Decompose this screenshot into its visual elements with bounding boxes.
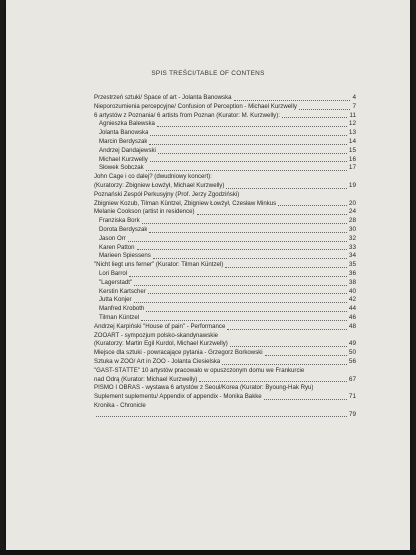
toc-entry-title: PISMO I OBRAS - wystawa 6 artystów z Seoul/Korea (Kurator: Byoung-Hak Ryu) xyxy=(94,384,314,392)
toc-entry xyxy=(94,226,356,235)
toc-entry-page: 33 xyxy=(348,243,356,251)
toc-entry-title: Kronika - Chronicle xyxy=(94,401,146,409)
toc-entry-page: 44 xyxy=(348,305,356,313)
toc-entry-page: 71 xyxy=(348,393,356,401)
toc-entry xyxy=(94,270,356,279)
toc-entry-title: Poznański Zespół Perkusyjny (Prof. Jerzy Zgodziński) xyxy=(94,190,240,198)
toc-leader-dots xyxy=(134,285,347,286)
toc-entry-title: Marcin Berdyszak xyxy=(99,137,148,145)
toc-entry-page: 35 xyxy=(348,261,356,269)
toc-leader-dots xyxy=(264,399,347,400)
toc-entry-title: John Cage i co dalej? (dwudniowy koncert): xyxy=(94,173,212,181)
toc-entry-page: 16 xyxy=(348,155,356,163)
toc-leader-dots xyxy=(146,170,347,171)
table-of-contents xyxy=(94,94,356,419)
toc-entry-page: 28 xyxy=(348,217,356,225)
toc-entry-title: Dorota Berdyszak xyxy=(99,225,148,233)
toc-leader-dots xyxy=(153,258,347,259)
toc-entry-title: Przestrzeń sztuki/ Space of art - Jolanta Banowska xyxy=(94,94,232,101)
toc-entry xyxy=(94,358,356,367)
toc-entry-title: (Kuratorzy: Zbigniew Łowżył, Michael Kurzwelly) xyxy=(94,181,225,189)
toc-entry-page: 4 xyxy=(352,94,356,101)
toc-entry-page: 49 xyxy=(348,340,356,348)
toc-entry xyxy=(94,367,356,376)
toc-entry-title: Melanie Cookson (artist in residence) xyxy=(94,208,195,216)
toc-entry xyxy=(94,402,356,411)
toc-leader-dots xyxy=(226,188,347,189)
toc-leader-dots xyxy=(128,241,347,242)
toc-entry-page: 38 xyxy=(348,278,356,286)
toc-entry-page: 19 xyxy=(348,181,356,189)
toc-entry-page: 7 xyxy=(352,102,356,110)
toc-leader-dots xyxy=(148,293,347,294)
toc-entry xyxy=(94,288,356,297)
toc-entry xyxy=(94,191,356,200)
toc-entry-page: 56 xyxy=(348,357,356,365)
toc-entry-page: 17 xyxy=(348,164,356,172)
toc-entry-title: Manfred Kroboth xyxy=(99,305,145,313)
toc-leader-dots xyxy=(134,302,347,303)
toc-entry-title: Marieen Spiessens xyxy=(99,252,151,260)
toc-entry xyxy=(94,173,356,182)
toc-entry xyxy=(94,164,356,173)
toc-entry xyxy=(94,393,356,402)
page-bottom-edge xyxy=(0,550,416,555)
toc-entry-page: 42 xyxy=(348,296,356,304)
toc-leader-dots xyxy=(146,311,346,312)
toc-entry xyxy=(94,156,356,165)
toc-entry-title: Kerstin Kartscher xyxy=(99,287,146,295)
toc-entry-page: 46 xyxy=(348,313,356,321)
toc-entry xyxy=(94,411,356,420)
toc-leader-dots xyxy=(141,320,347,321)
toc-entry xyxy=(94,112,356,121)
toc-entry-title: Lori Barrol xyxy=(99,269,128,277)
toc-entry xyxy=(94,200,356,209)
toc-entry-title: Franziska Bork xyxy=(99,217,140,225)
toc-entry-title: 6 artystów z Poznania/ 6 artists from Poznan (Kurator: M. Kurzwelly): xyxy=(94,111,280,119)
toc-leader-dots xyxy=(278,205,347,206)
toc-entry-page: 30 xyxy=(348,225,356,233)
toc-entry xyxy=(94,103,356,112)
toc-entry-page: 15 xyxy=(348,146,356,154)
toc-entry xyxy=(94,235,356,244)
page-title: SPIS TREŚCI/TABLE OF CONTENS xyxy=(151,70,265,77)
toc-entry-page: 50 xyxy=(348,349,356,357)
toc-entry-page: 11 xyxy=(349,111,356,119)
toc-entry-page: 20 xyxy=(348,199,356,207)
toc-leader-dots xyxy=(265,355,347,356)
toc-entry-title: Zbigniew Kozub, Tilman Küntzel, Zbigniew Łowżył, Czesław Minkus xyxy=(94,199,277,207)
toc-entry-title: Miejsce dla sztuki - powracające pytania - Grzegorz Borkowski xyxy=(94,349,263,357)
toc-entry xyxy=(94,323,356,332)
toc-entry xyxy=(94,138,356,147)
toc-leader-dots xyxy=(282,117,347,118)
toc-entry-title: Andrzej Dandajewski xyxy=(99,146,156,154)
toc-leader-dots xyxy=(199,381,347,382)
toc-entry xyxy=(94,252,356,261)
toc-leader-dots xyxy=(149,144,346,145)
toc-entry-title: Tilman Küntzel xyxy=(99,313,140,321)
toc-leader-dots xyxy=(222,364,347,365)
toc-entry-title: Suplement suplementu/ Appendix of appendix - Monika Bakke xyxy=(94,393,262,401)
toc-entry-title: Sztuka w ZOO/ Art in ZOO - Jolanta Ciesielska xyxy=(94,357,221,365)
toc-entry xyxy=(94,296,356,305)
toc-entry xyxy=(94,261,356,270)
toc-entry-title: Agnieszka Balewska xyxy=(99,120,155,128)
document-page xyxy=(6,0,410,550)
toc-entry-page: 48 xyxy=(348,322,356,330)
toc-entry-title: Karen Patton xyxy=(99,243,135,251)
toc-leader-dots xyxy=(129,276,347,277)
toc-entry xyxy=(94,279,356,288)
toc-entry-page: 13 xyxy=(348,129,356,137)
toc-entry-title: (Kuratorzy: Martin Egil Kurdol, Michael Kurzwelly) xyxy=(94,340,228,348)
toc-entry-title: "GAST-STÄTTE" 10 artystów pracowało w opuszczonym domu we Frankurcie xyxy=(94,366,305,374)
toc-entry-page: 36 xyxy=(348,269,356,277)
toc-entry-title: Słowek Sobczak xyxy=(99,164,144,172)
toc-entry-page: 12 xyxy=(348,120,356,128)
toc-entry xyxy=(94,208,356,217)
toc-entry-title: Jolanta Banowska xyxy=(99,129,149,137)
toc-entry-title: Andrzej Karpiński "House of pain" - Performance xyxy=(94,322,226,330)
toc-entry-title: Jutta Konjer xyxy=(99,296,132,304)
toc-entry xyxy=(94,94,356,103)
toc-leader-dots xyxy=(230,346,347,347)
toc-leader-dots xyxy=(197,214,347,215)
toc-leader-dots xyxy=(227,329,347,330)
toc-leader-dots xyxy=(234,100,351,101)
toc-leader-dots xyxy=(225,267,347,268)
toc-leader-dots xyxy=(158,153,347,154)
toc-entry-page: 34 xyxy=(348,252,356,260)
toc-entry-title: Nieporozumienia percepcyjne/ Confusion of Perception - Michael Kurzwelly xyxy=(94,102,297,110)
toc-entry xyxy=(94,305,356,314)
toc-entry-page: 14 xyxy=(348,137,356,145)
toc-entry-title: "Lagerstadt" xyxy=(99,278,133,286)
toc-entry xyxy=(94,332,356,341)
toc-leader-dots xyxy=(137,249,347,250)
toc-leader-dots xyxy=(96,416,347,417)
toc-entry xyxy=(94,129,356,138)
toc-entry-page: 79 xyxy=(348,410,356,418)
toc-entry-page: 24 xyxy=(348,208,356,216)
toc-entry-title: ZOOART - sympozjum polsko-skandynawskie xyxy=(94,331,219,339)
toc-entry xyxy=(94,349,356,358)
toc-entry xyxy=(94,182,356,191)
toc-entry xyxy=(94,120,356,129)
toc-leader-dots xyxy=(149,232,346,233)
toc-entry-page: 32 xyxy=(348,234,356,242)
toc-leader-dots xyxy=(150,135,346,136)
toc-entry xyxy=(94,384,356,393)
toc-leader-dots xyxy=(150,161,347,162)
toc-entry xyxy=(94,217,356,226)
toc-entry-page: 67 xyxy=(348,375,356,383)
toc-entry-title: nad Odrą (Kurator: Michael Kurzwelly) xyxy=(94,375,198,383)
toc-entry xyxy=(94,340,356,349)
toc-entry-title: Jason Orr xyxy=(99,234,126,242)
toc-leader-dots xyxy=(299,109,351,110)
toc-leader-dots xyxy=(157,126,347,127)
toc-entry xyxy=(94,244,356,253)
toc-entry-title: "Nicht liegt uns ferner" (Kurator: Tilman Küntzel) xyxy=(94,261,224,269)
toc-entry xyxy=(94,376,356,385)
toc-entry-page: 40 xyxy=(348,287,356,295)
toc-entry-title: Michael Kurzwelly xyxy=(99,155,148,163)
toc-entry xyxy=(94,147,356,156)
toc-leader-dots xyxy=(142,223,347,224)
toc-entry xyxy=(94,314,356,323)
